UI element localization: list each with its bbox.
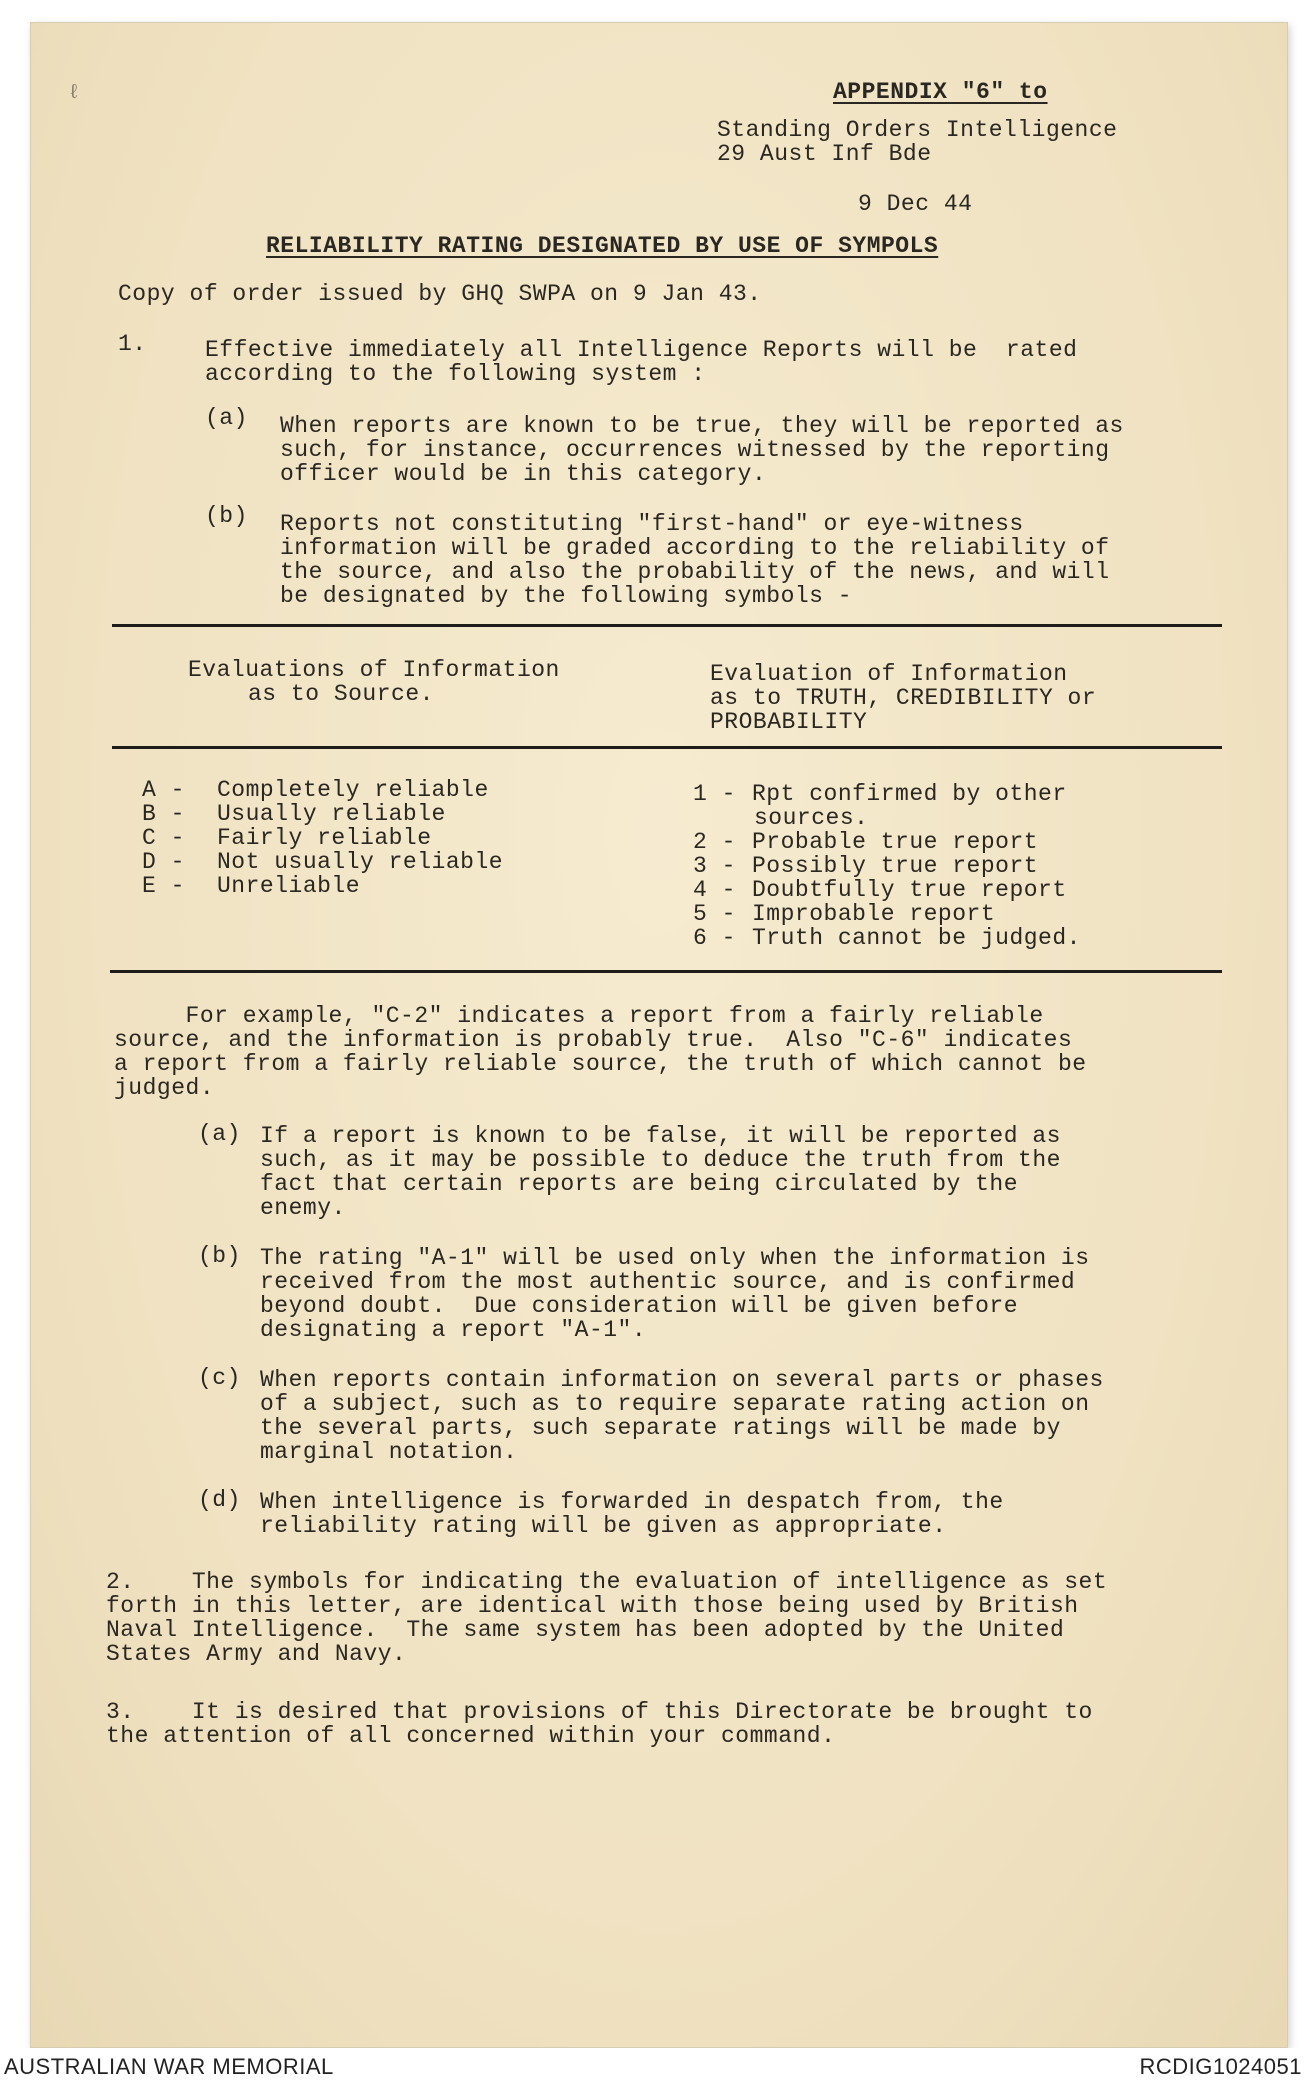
para1-line: Effective immediately all Intelligence Reports will be rated <box>205 337 1078 363</box>
sub-item-label: (d) <box>198 1487 241 1513</box>
item-a-line: When reports are known to be true, they will be reported as <box>280 413 1124 439</box>
truth-rating-text: Possibly true report <box>752 853 1039 879</box>
truth-rating-cont: sources. <box>754 805 869 831</box>
sub-item-line: such, as it may be possible to deduce the truth from the <box>260 1147 1061 1173</box>
sub-item-line: designating a report "A-1". <box>260 1317 647 1343</box>
sub-item-line: If a report is known to be false, it will be reported as <box>260 1123 1061 1149</box>
para2-line: States Army and Navy. <box>106 1641 407 1667</box>
truth-rating-code: 6 - <box>693 925 736 951</box>
example-line: For example, "C-2" indicates a report from a fairly reliable <box>114 1003 1044 1029</box>
item-b-line: Reports not constituting "first-hand" or eye-witness <box>280 511 1024 537</box>
org-line-1: Standing Orders Intelligence <box>717 117 1118 143</box>
source-rating-code: C - <box>142 825 185 851</box>
para3-line: the attention of all concerned within your command. <box>106 1723 836 1749</box>
item-b-label: (b) <box>205 503 248 529</box>
sub-item-line: When reports contain information on several parts or phases <box>260 1367 1104 1393</box>
example-line: a report from a fairly reliable source, the truth of which cannot be <box>114 1051 1087 1077</box>
document-date: 9 Dec 44 <box>858 191 973 217</box>
source-rating-code: D - <box>142 849 185 875</box>
truth-rating-text: Doubtfully true report <box>752 877 1067 903</box>
source-rating-text: Unreliable <box>217 873 361 899</box>
source-header-line: Evaluations of Information <box>188 657 560 683</box>
intro-line: Copy of order issued by GHQ SWPA on 9 Jan 43. <box>118 281 762 307</box>
item-a-label: (a) <box>205 405 248 431</box>
source-rating-code: A - <box>142 777 185 803</box>
document-title: RELIABILITY RATING DESIGNATED BY USE OF SYMPOLS <box>266 233 939 259</box>
sub-item-line: enemy. <box>260 1195 346 1221</box>
para2-line: Naval Intelligence. The same system has been adopted by the United <box>106 1617 1065 1643</box>
sub-item-line: beyond doubt. Due consideration will be given before <box>260 1293 1019 1319</box>
truth-header-line: PROBABILITY <box>710 709 868 735</box>
org-line-2: 29 Aust Inf Bde <box>717 141 932 167</box>
appendix-heading: APPENDIX "6" to <box>833 79 1048 105</box>
source-header-line: as to Source. <box>248 681 434 707</box>
truth-rating-code: 5 - <box>693 901 736 927</box>
source-rating-code: B - <box>142 801 185 827</box>
truth-rating-text: Truth cannot be judged. <box>752 925 1081 951</box>
sub-item-line: When intelligence is forwarded in despatch from, the <box>260 1489 1004 1515</box>
document-page <box>30 22 1288 2048</box>
sub-item-line: of a subject, such as to require separate rating action on <box>260 1391 1090 1417</box>
table-top-rule <box>112 624 1222 627</box>
item-b-line: the source, and also the probability of the news, and will <box>280 559 1110 585</box>
truth-header-line: Evaluation of Information <box>710 661 1068 687</box>
truth-header-line: as to TRUTH, CREDIBILITY or <box>710 685 1097 711</box>
para1-line: according to the following system : <box>205 361 706 387</box>
truth-rating-code: 2 - <box>693 829 736 855</box>
source-rating-text: Not usually reliable <box>217 849 504 875</box>
item-b-line: be designated by the following symbols - <box>280 583 853 609</box>
source-rating-code: E - <box>142 873 185 899</box>
truth-rating-text: Probable true report <box>752 829 1039 855</box>
source-rating-text: Fairly reliable <box>217 825 432 851</box>
archive-footer <box>0 2048 1310 2082</box>
item-a-line: officer would be in this category. <box>280 461 767 487</box>
para2-line: 2. The symbols for indicating the evaluation of intelligence as set <box>106 1569 1108 1595</box>
sub-item-line: fact that certain reports are being circulated by the <box>260 1171 1019 1197</box>
sub-item-label: (a) <box>198 1121 241 1147</box>
truth-rating-code: 4 - <box>693 877 736 903</box>
sub-item-line: the several parts, such separate ratings will be made by <box>260 1415 1061 1441</box>
source-rating-text: Completely reliable <box>217 777 489 803</box>
item-a-line: such, for instance, occurrences witnessed by the reporting <box>280 437 1110 463</box>
truth-rating-text: Rpt confirmed by other <box>752 781 1067 807</box>
para2-line: forth in this letter, are identical with those being used by British <box>106 1593 1079 1619</box>
sub-item-label: (b) <box>198 1243 241 1269</box>
truth-rating-text: Improbable report <box>752 901 996 927</box>
truth-rating-code: 1 - <box>693 781 736 807</box>
example-line: judged. <box>114 1075 215 1101</box>
truth-rating-code: 3 - <box>693 853 736 879</box>
para1-number: 1. <box>118 331 147 357</box>
table-bottom-rule <box>110 970 1222 973</box>
pencil-mark: ℓ <box>68 82 81 105</box>
sub-item-line: marginal notation. <box>260 1439 518 1465</box>
archive-name: AUSTRALIAN WAR MEMORIAL <box>4 2054 334 2079</box>
archive-reference: RCDIG1024051 <box>1139 2054 1302 2079</box>
example-line: source, and the information is probably true. Also "C-6" indicates <box>114 1027 1073 1053</box>
sub-item-line: reliability rating will be given as appropriate. <box>260 1513 947 1539</box>
table-mid-rule <box>112 746 1222 749</box>
source-rating-text: Usually reliable <box>217 801 446 827</box>
sub-item-label: (c) <box>198 1365 241 1391</box>
para3-line: 3. It is desired that provisions of this Directorate be brought to <box>106 1699 1093 1725</box>
sub-item-line: received from the most authentic source, and is confirmed <box>260 1269 1076 1295</box>
sub-item-line: The rating "A-1" will be used only when the information is <box>260 1245 1090 1271</box>
item-b-line: information will be graded according to the reliability of <box>280 535 1110 561</box>
